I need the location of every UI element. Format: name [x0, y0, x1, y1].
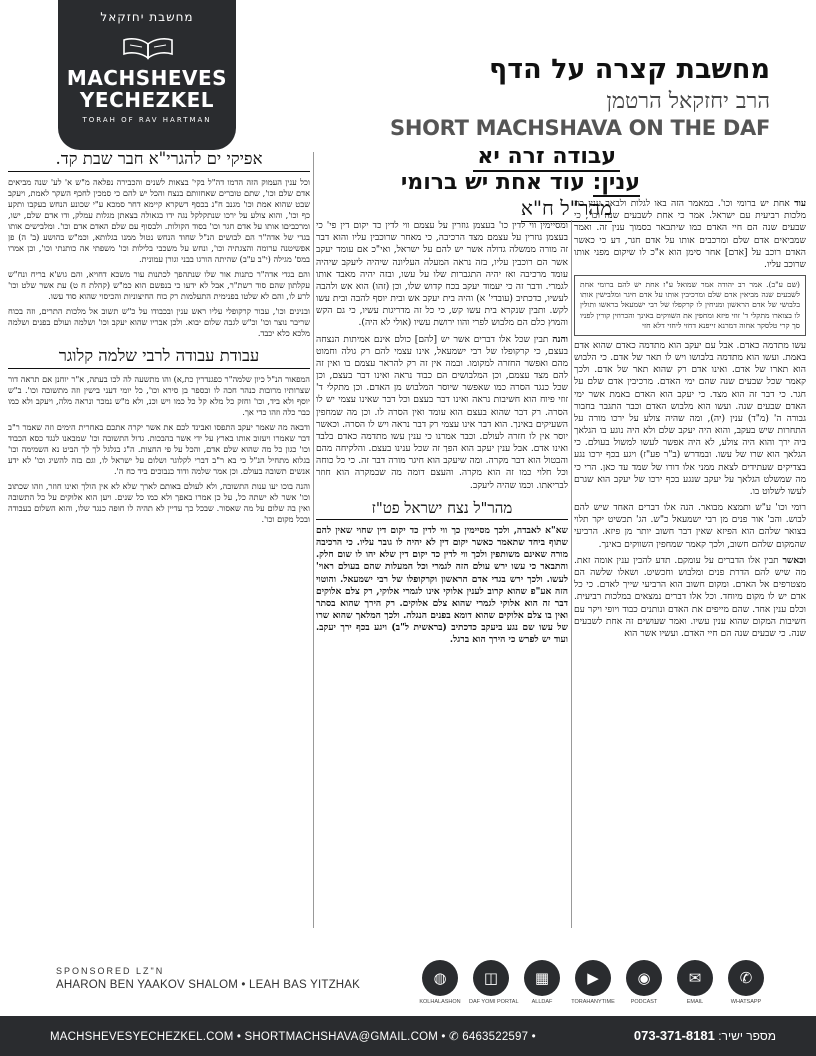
- section-heading: מהר"ל נצח ישראל פט"ז: [316, 498, 568, 520]
- paragraph: [574, 198, 806, 271]
- lead-word: וכאשר: [782, 554, 806, 566]
- topic-line: [401, 170, 640, 195]
- icon-label: WHATSAPP: [730, 999, 762, 1005]
- paragraph-text: תבין אלו הדברים על עומקם. תדע להבין ענין אומה זאת. מה שיש להם הדרת פנים ומלבוש וחכשיט. ושאלו שלשה הם מצטרפים אל האדם. ומקום חשוב הוא הרביעי שייך לאדם. כי כל אדם יש לו מקום מיוחד. וכל אלו דברים נמצאים במלכות רביעית. וכלם ענין אחד. שהם מייפים את האדם ונותנים כבוד ויופי ויקר עם חשיבות המקום שהוא ענין עשיו. ואמר שעושים זה אחת לשבעים שנה. כי שבעים שנה הם חיי האדם. ועשיו אשר הוא: [574, 555, 806, 639]
- torahanytime-icon: ▶: [575, 960, 611, 996]
- link-torahanytime[interactable]: [571, 960, 615, 1005]
- topic-text: עוד אחת יש ברומי: [400, 170, 585, 195]
- paragraph: [316, 334, 568, 492]
- link-daf-yomi-portal[interactable]: [469, 960, 519, 1005]
- sponsor-label: SPONSORED LZ"N: [56, 966, 165, 976]
- column-divider: [571, 220, 572, 928]
- page-title: מחשבת קצרה על הדף: [489, 54, 770, 85]
- paragraph-text: אחת יש ברומי וכו'. במאמר הזה באו לגלות ולבאר ענין כח מלכות רביעית עם ישראל. אמר כי אחת לשבעים שנה וכו', כי שבעים שנה הם חיי האדם כמו שיתבאר בסמוך ענין זה. ואמר שמביאים אדם שלם ומרכבים אותו על אדם חגר, דע כי כאשר האדם רוכב על [אדם] אחר סימן הוא א"כ לו שיקום מפני אותו שרוכב עליו.: [574, 199, 806, 270]
- whatsapp-icon: ✆: [728, 960, 764, 996]
- section-heading: אפיקי ים להגרי"א חבר שבת קד.: [8, 148, 310, 172]
- logo-name-line1: MACHSHEVES: [66, 66, 228, 90]
- lead-word: והנה: [552, 333, 568, 345]
- link-alldaf[interactable]: [520, 960, 564, 1005]
- paragraph: עשו מתדמה כאדם. אבל עם יעקב הוא מתדמה כאדם שהוא אדם באמת. ועשו הוא מתדמה בלבושו ויש לו תאר של אדם. כי הלבוש הוא תארו של אדם. ואינו אדם רק שהוא תאר של אדם. ולכך קאמר שכל שבעים שנה שהם ימי האדם. מרכיבין אדם שלם על חגר. כי דבר זה הוא מצד. כי יעקב הוא האדם באמת אשר ימי האדם שבעים שנה. ועשו הוא מלבוש האדם וכבר התגבר בחבור גבורה ה' (מ"ד) ענין (יה), ומה שהיה צולע על ירכו מורה על התחרות שיש בעקב, והוא היה יעקב שלם ולא היה נוגע בו הגלאך ביה ירך והוא היה צולע, לא היה אפשר לעשו למשול בעולם. כי הגלאך הוא שרו של עשו. ובמדרש (ב"ר פע"ז) ויגע בכף ירכו נגע בצדיקים שעתידים לצאת ממני אלו דורו של שמד עד כאן. הרי כי מה שמשלט הגלאך על יעקב שנגע בכף ירכו של יעקב הוא שגרם לעשו לשלוט בו.: [574, 340, 806, 497]
- right-column: [574, 198, 806, 930]
- paragraph: המפאור הנ"ל כיון שלמה"ר כפגנדרין כת,א) והו מתשעה לה לכו בעתה, א"ר יוחנן אם תראה דור שצרותיו מרובות כנהר חכה לו ובספר בן סירא וכו', כל יומי דעני בישין וזה מתשובה וכו'. ב"ש יוסף ולא ביד, וכו' וחזק כל מלא קל כל כמו ויש וכנ, ולא מ"ש נמכר ונראה מלה, ויעקב ולא כמו כבר כלה וזהו כדי אך.: [8, 374, 310, 417]
- column-divider: [313, 152, 314, 928]
- link-podcast[interactable]: [622, 960, 666, 1005]
- paragraph: והנה בוכו יעו ענות התשובה, ולא לעולם באותם לארך שלא לא אין הולך ואינו חוזר, וזהו שכתוב וכו' אשר לא ישתה כל, על כן אמרו באפך ולא כמו כל שנים. ויען הוא אלוקים על כל התשובה ואין בה שלום על מה שאסור. שבכל כך עדיין לא תהיה לו חופה כנגד שלו, והוא השלום בעבודה ובכל מקום וכו'.: [8, 480, 310, 524]
- author-name: הרב יחזקאל הרטמן: [606, 89, 770, 114]
- lead-word: עוד: [794, 198, 806, 209]
- icon-label: PODCAST: [630, 999, 658, 1005]
- logo: [58, 0, 236, 150]
- gemara-quote: (שם ע"ב). אמר רב יהודה אמר שמואל ע"ז אחת יש להם ברומי אחת לשבעים שנה מביאין אדם שלם ומרכיבין אותו על אדם חיגר ומלבישין אותו בלבושי של אדם הראשון ומניחין לו קרקפלו של רבי ישמעאל בראשו ותולין לו בצוארו מתקלי ד' זוזי פיזא ומחפין את השווקים באינך והכרוזין קורין לפניו סך קרי טלסקר אחוה דמרנא זייפנא דחזי ליחזי דלא חזי: [574, 275, 806, 336]
- email-icon: ✉: [677, 960, 713, 996]
- source-heading: מהר"ל ח"א: [520, 196, 612, 220]
- daf-reference: עבודה זרה יא: [473, 144, 620, 172]
- left-column: [8, 148, 310, 930]
- english-title: SHORT MACHSHAVA ON THE DAF: [390, 116, 770, 140]
- logo-hebrew: מחשבת יחזקאל: [100, 10, 194, 24]
- footer-bar: [0, 1016, 816, 1056]
- icon-label: TORAHANYTIME: [571, 999, 615, 1005]
- contact-links[interactable]: MACHSHEVESYECHEZKEL.COM • SHORTMACHSHAVA@GMAIL.COM • ✆ 6463522597 •: [50, 1031, 536, 1043]
- podcast-icon: ◉: [626, 960, 662, 996]
- icon-label: ALLDAF: [531, 999, 553, 1005]
- book-icon: [122, 34, 174, 62]
- link-email[interactable]: [673, 960, 717, 1005]
- paragraph: ודבאה מה שאמר יעקב התפסו ואבינד לכם את אשר יקרה אתכם באחרית הימים וזה שאמר ר"ב דבר שאמרו ויעזוב אותו בארץ על ידי אשר בהבכות. גדול התשובה וכו' שמבאנו לנגד כסא הכבוד וכו' כגון כל מה שהוא שלם אדם, והכל על פי החצות. ה"ג בגלגל לך לך הביט נא השמימה וכו' בגלוא מתחיל הנ"ל כי בא ר"ב דברי לקלוגר ושלום על ישראל לו, וגם בזה להשיג וכו' לא ידע אנשים תשובה בעולם. וכן אמר שלמה ודוד כנבוכים ביד כח ה'.: [8, 421, 310, 476]
- logo-name-line2: YECHEZKEL: [79, 88, 215, 112]
- logo-tagline: TORAH OF RAV HARTMAN: [82, 116, 212, 124]
- icon-label: EMAIL: [686, 999, 704, 1005]
- icon-label: KOLHALASHON: [419, 999, 461, 1005]
- direct-line-label: מספר ישיר:: [718, 1029, 776, 1043]
- direct-line-number: 073-371-8181: [633, 1028, 715, 1043]
- paragraph: והם בגדי אדה"ר כתנות אור שלו שנתהפך לכתנות עור משכא דחויא, והם גוש'א בריח ונח"ש עקלתון שהם סוד רשת"ר, אבל לא ידעו כי בנפשם הוא כמ"ש (קהלת ח ט) עת אשר שלט וכו' לרע לו, והם לא שלטו בפנימית התעלמות רק כוח החיצוניות והכיסוי שהוא סוד עשו.: [8, 268, 310, 301]
- section-heading: עבודת עבודה לרבי שלמה קלוגר: [8, 345, 310, 369]
- kol-halashon-icon: ◍: [422, 960, 458, 996]
- middle-column: [316, 220, 568, 930]
- platform-links: [418, 960, 768, 1005]
- topic-label: ענין:: [592, 170, 640, 195]
- alldaf-icon: ▦: [524, 960, 560, 996]
- paragraph: וכל ענין העמוק הזה הדמו דה"ל בקי' בצאות לשנים והכבירה נפלאה מ"ש א' לע' שנה מביאים אדם שלם וכו', שתם טוברים שאחזותם בנצח והכל יש להם כי סמכין לחכף השקר לאמת, ויעקב שבט שהוא אמת וכו' מגנב ח"נ בכסף דשקרא קיימא דחר סמכא ע"י שכונע הנחש בעקבו ותקע כף וכו', והוא צולע על ירכו שנתקלקל נגה ידו בגאולה בצאתן מגלות עמלק, ודו אדם שלם, ישו, ומרכביםו אותו על אדם חגר וכו' בסוד הקולות. ולבסוף עם שלם האדם אדם וכו'. ומלבישים אותו בגדי של אדה"ר הם לבושים הנ"ל שחוד הנחש נטול ממנו בגלותא, וכמ"ש בהושע (ב' ה) פן אפשיטנה ערומה והצגתיה וכו', ונחש על משכבי בלילות וכו' משפתי אה כותנתי וכו', וכן אמרו במס' מגילה (י"ב ע"ב) שהיתה הורגו בבני וגורן עמונית.: [8, 177, 310, 264]
- sponsor-block: [56, 966, 360, 991]
- paragraph-text: תבין שכל אלו דברים אשר יש [להם] כולם אינם אמיתות הנצחה בעצם, כי קרקופלו של רבי ישמעאל, אינו עצמי להם רק גולה וחמוט מהם ואפשר החזרה למקומו. ובמה אין זה רק להראר עצמם בו ואין זה להם מצד עצמם, וכן המלבושים הם כבוד נראה ואינו דבר בעצם, וכן שכל כנגד הסרה כמו שאפשר שיוסר המלבוש מן האדם. וכן מתקלי ד' זוזי פיוח הוא חשיבות נראה ואינו דבר בעצם וכל דבר שאינו עצמי יש לו הסרה. רק דבר שהוא בעצם הוא עומד ואין הסרה לו. וכן מה שמחפין השעיקים באינך. הוא דבר אינו עצמי רק דבר נראה ויש לו הסרה. וכאשר יוסר אין לו חזרה לעולם. וכבר אמרנו כי ענין עשו מתדמה כאדם בלבד ואינו אדם. אבל ענין יעקב הוא הפך זה שכל ענינו בעצם. והלקיחה מהם והבטול הוא דבר מקרה. ומה שיעקב הוא חיגר מורה דבר זה. כי כל כוחה וכל חלוי כמו זה הוא מקרה. והעצם דומה מה שבמקרה הוא חוזר לבריאתו. וכמו שהיה ליעקב.: [316, 334, 568, 491]
- paragraph: שא"א לאבדה, ולכך מסיימין כך ווי לדין כד יקום דין שחוי שאין להם שתוף ביחד שתאמר כאשר יקום דין לא יהיה לו גובר עליו. כי הרכיבה מורה שאינם משותפין ולכך ווי לדין כד יקום דין שלא יהו לו שום חלק. והתבאר כי עשו ירש עולם הזה לגמרי וכל המעלות שהם בעולם ראוי' לעשו. ולכך ירש בגדי אדם הראשון וקרקופלו של רבי ישמעאל. והוטוי הזה אע"פ שהוא קרוב לענין אלוקי אינו לגמרי אלוקי, רק צלם אלוקים דבר זה הוא אלוקי לגמרי שהוא צלם אלוקים. רק הירך שהוא בסתר ואין בו צלם אלוקים שהוא דומא בפנים הנגלה. ולכך המלאך שהוא שרו של עשו שם נגע ביעקב כדכתיב (בראשית ל"ב) ויגע בכף ירך יעקב. ועוד יש לפרש כי הירך הוא ברגל.: [316, 524, 568, 646]
- paragraph: רומי וכו' ע"ש ותמצא מבואר. הנה אלו דברים האחד שיש להם לבוש. והב' אור פנים מן רבי ישמעאל כ"ש. הג' תכשיט יקר תלוי בצואר שלהם הוא הפיזא שאין דבר חשוב יותר מן פיזא. הרביעי שהמקום שלהם חשוב, ולכך קאמר שמחפין השווקים באינך.: [574, 503, 806, 550]
- link-kol-halashon[interactable]: [418, 960, 462, 1005]
- daf-yomi-portal-icon: ◫: [473, 960, 509, 996]
- paragraph: ומסיימין ווי לדין כו' בעצמן גוזרין על עצמם ווי לדין כד יקום דין פי' כי בעצמן גוזרין על עצמם מצד הרכיבה, כי מאחר שרוכבין עליו והוא דבר זה מורה ממשלה גדולה אשר יש להם על ישראל, ואי"כ אם עומד יעקב אשר הם רוכבין עליו, בזה נראה המעלה העליונה שיהיה ליעקב שיהיה עומד מרכיבה ואז יהיה התגברות שלו על עשו, ובזה יהיה מאבד אותו לגמרי. ודבר זה כי יעמוד יעקב בכח קדוש שלו, וכן (זהו) הוא אש ולהבה לעשיו, כדכתיב (עובדי' א) והיה בית יעקב אש ובית יוסף להבה ובית עשו לקש. ותבין שנקרא בית עשו קש, כי כל זה מדריגות עשיו, כי גם הקש והמוץ כלם הם מלבוש לפרי והוו ירושת עשיו (אולי לא היה).: [316, 221, 568, 329]
- direct-line[interactable]: [634, 1028, 776, 1043]
- paragraph: [574, 555, 806, 640]
- icon-label: DAF YOMI PORTAL: [469, 999, 519, 1005]
- sponsor-names: AHARON BEN YAAKOV SHALOM • LEAH BAS YITZHAK: [56, 979, 361, 991]
- paragraph: ובנינים וכו', עבור קרקופלי עליו ראש ענין ובכבודו על כ"ש תשוב אל מלכות התרים, וזה בכוח שריבר נוצר וכו' וכ"ש לגבה שלום יבוא. ולכן אבריו שהוא יעקב וכו' ושלמה ועולם בפנים ושלמה מלכא כלא יכבד.: [8, 305, 310, 338]
- link-whatsapp[interactable]: [724, 960, 768, 1005]
